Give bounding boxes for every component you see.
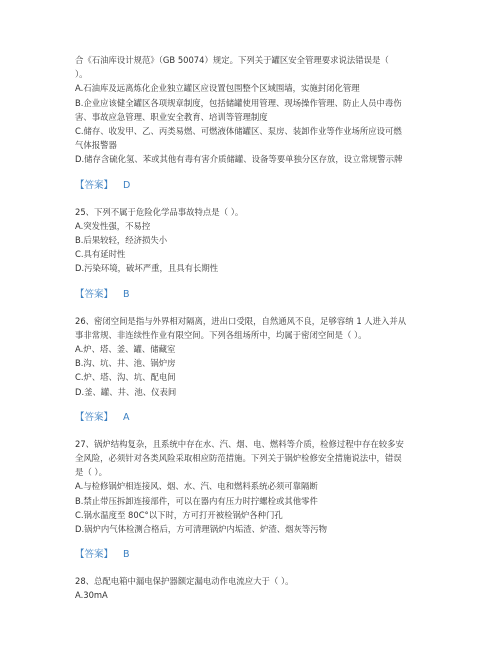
answer-label: 【答案】 — [75, 549, 114, 561]
answer-label: 【答案】 — [75, 179, 114, 191]
question-text: 25、下列不属于危险化学品事故特点是（ ）。 — [75, 206, 244, 217]
answer-label: 【答案】 — [75, 288, 114, 300]
question-24 — [75, 53, 445, 193]
option-c: C.具有延时性 — [75, 249, 126, 260]
option-c: C.储存、收发甲、乙、丙类易燃、可燃液体储罐区、泵房、装卸作业等作业场所应设可燃 — [75, 126, 402, 137]
option-b: B.禁止带压拆卸连接部件，可以在器内有压力时拧螺栓或其他零件 — [75, 495, 318, 506]
answer-label: 【答案】 — [75, 411, 114, 423]
option-c: C.炉、塔、沟、坑、配电间 — [75, 372, 176, 383]
option-d: D.锅炉内气体检测合格后，方可清理锅炉内垢渣、炉渣、烟灰等污物 — [75, 524, 327, 535]
question-28 — [75, 574, 445, 602]
answer-value: D — [123, 179, 131, 191]
option-b: B.后果较轻，经济损失小 — [75, 235, 168, 246]
answer-value: B — [123, 549, 130, 561]
option-b-cont: 害、事故应急管理、职业安全教育、培训等管理制度 — [75, 111, 268, 122]
question-text-cont: 是（ ）。 — [75, 467, 107, 478]
answer-value: A — [123, 411, 130, 423]
question-27 — [75, 437, 445, 562]
option-d: D.釜、罐、井、池、仪表间 — [75, 386, 177, 397]
option-a: A.与检修锅炉相连接风、烟、水、汽、电和燃料系统必须可靠隔断 — [75, 481, 318, 492]
answer-line — [75, 179, 445, 193]
answer-line — [75, 411, 445, 425]
option-a: A.炉、塔、釜、罐、储藏室 — [75, 344, 176, 355]
answer-value: B — [123, 288, 130, 300]
option-a: A.30mA — [75, 590, 108, 601]
option-b: B.沟、坑、井、池、锅炉房 — [75, 358, 176, 369]
answer-line — [75, 548, 445, 562]
question-26 — [75, 314, 445, 425]
option-c-cont: 气体报警器 — [75, 140, 117, 151]
question-25 — [75, 205, 445, 302]
question-text: 合《石油库设计规范》（GB 50074）规定。下列关于罐区安全管理要求说法错误是（ — [75, 55, 389, 65]
question-text: 26、密闭空间是指与外界相对隔离，进出口受限，自然通风不良，足够容纳 1 人进入并从 — [75, 315, 407, 326]
question-list — [75, 53, 445, 603]
option-c: C.锅水温度至 80C°以下时，方可打开被检锅炉各种门孔 — [75, 509, 283, 520]
option-d: D.污染环境，破坏严重，且具有长期性 — [75, 263, 219, 274]
option-d: D.储存含硫化氢、苯或其他有毒有害介质储罐、设备等要单独分区存放，设立常规警示牌 — [75, 154, 403, 165]
question-text-cont: 事非常规、非连续性作业有限空间。下列各组场所中，均属于密闭空间是（ ）。 — [75, 329, 367, 340]
question-text: ）。 — [75, 69, 88, 80]
option-a: A.突发性强，不易控 — [75, 220, 151, 231]
question-text: 27、锅炉结构复杂，且系统中存在水、汽、烟、电、燃料等介质，检修过程中存在较多安 — [75, 438, 404, 449]
answer-line — [75, 288, 445, 302]
option-b: B.企业应该健全罐区各项规章制度，包括储罐使用管理、现场操作管理、防止人员中毒伤 — [75, 97, 402, 108]
option-a: A.石油库及远离炼化企业独立罐区应设置包围整个区域围墙，实施封闭化管理 — [75, 83, 360, 94]
question-text-cont: 全风险，必须针对各类风险采取相应防范措施。下列关于锅炉检修安全措施说法中，错误 — [75, 453, 402, 464]
question-text: 28、总配电箱中漏电保护器额定漏电动作电流应大于（ ）。 — [75, 576, 294, 587]
